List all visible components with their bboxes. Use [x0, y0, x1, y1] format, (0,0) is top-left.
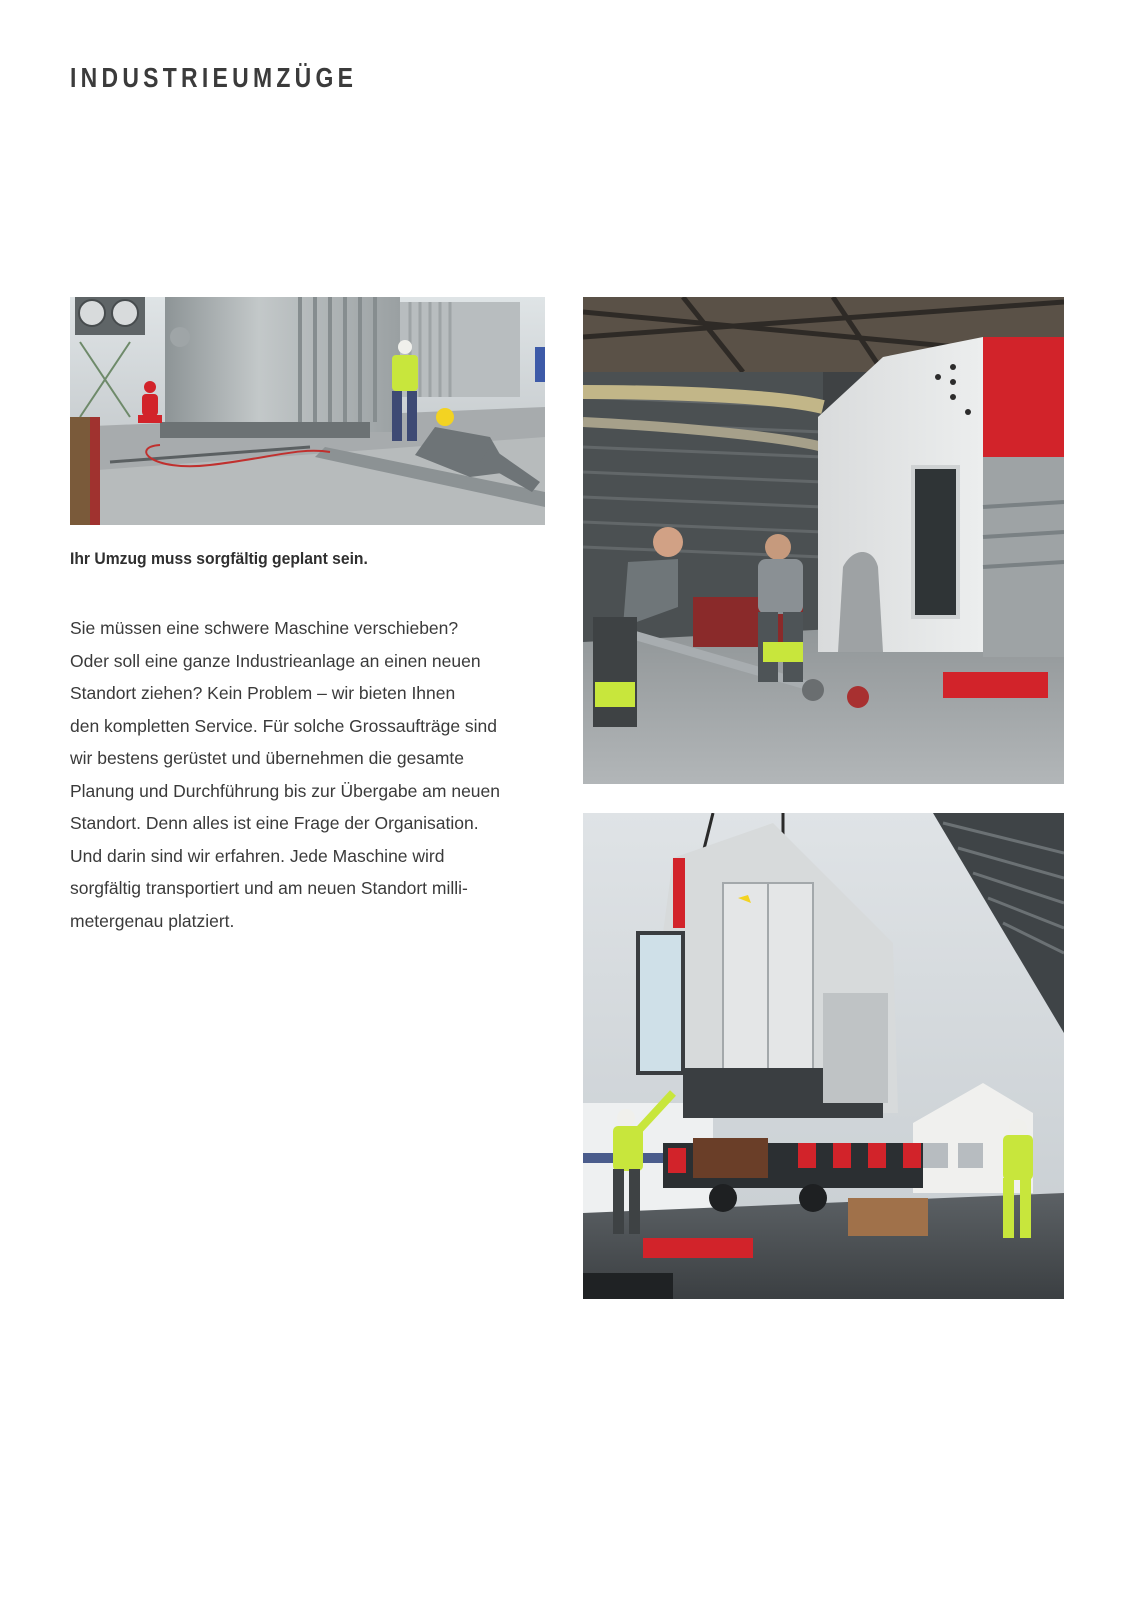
body-line: den kompletten Service. Für solche Grossaufträge sind — [70, 715, 498, 736]
crane-lift-photo — [583, 813, 1064, 1299]
body-line: metergenau platziert. — [70, 910, 235, 931]
body-paragraph — [70, 612, 570, 937]
body-line: Sie müssen eine schwere Maschine verschieben? — [70, 618, 459, 638]
body-line: Standort ziehen? Kein Problem – wir bieten Ihnen — [70, 683, 456, 703]
body-line: wir bestens gerüstet und übernehmen die gesamte — [70, 748, 464, 768]
lead-paragraph: Ihr Umzug muss sorgfältig geplant sein. — [70, 550, 368, 568]
body-line: Oder soll eine ganze Industrieanlage an einen neuen — [70, 650, 481, 671]
body-line: Standort. Denn alles ist eine Frage der Organisation. — [70, 813, 479, 833]
body-line: sorgfältig transportiert und am neuen Standort milli- — [70, 878, 468, 898]
body-line: Planung und Durchführung bis zur Übergabe am neuen — [70, 780, 501, 801]
machine-transport-hall-photo — [583, 297, 1064, 784]
transformer-move-photo — [70, 297, 545, 525]
page-title: INDUSTRIEUMZÜGE — [70, 62, 358, 93]
body-line: Und darin sind wir erfahren. Jede Maschine wird — [70, 845, 445, 866]
